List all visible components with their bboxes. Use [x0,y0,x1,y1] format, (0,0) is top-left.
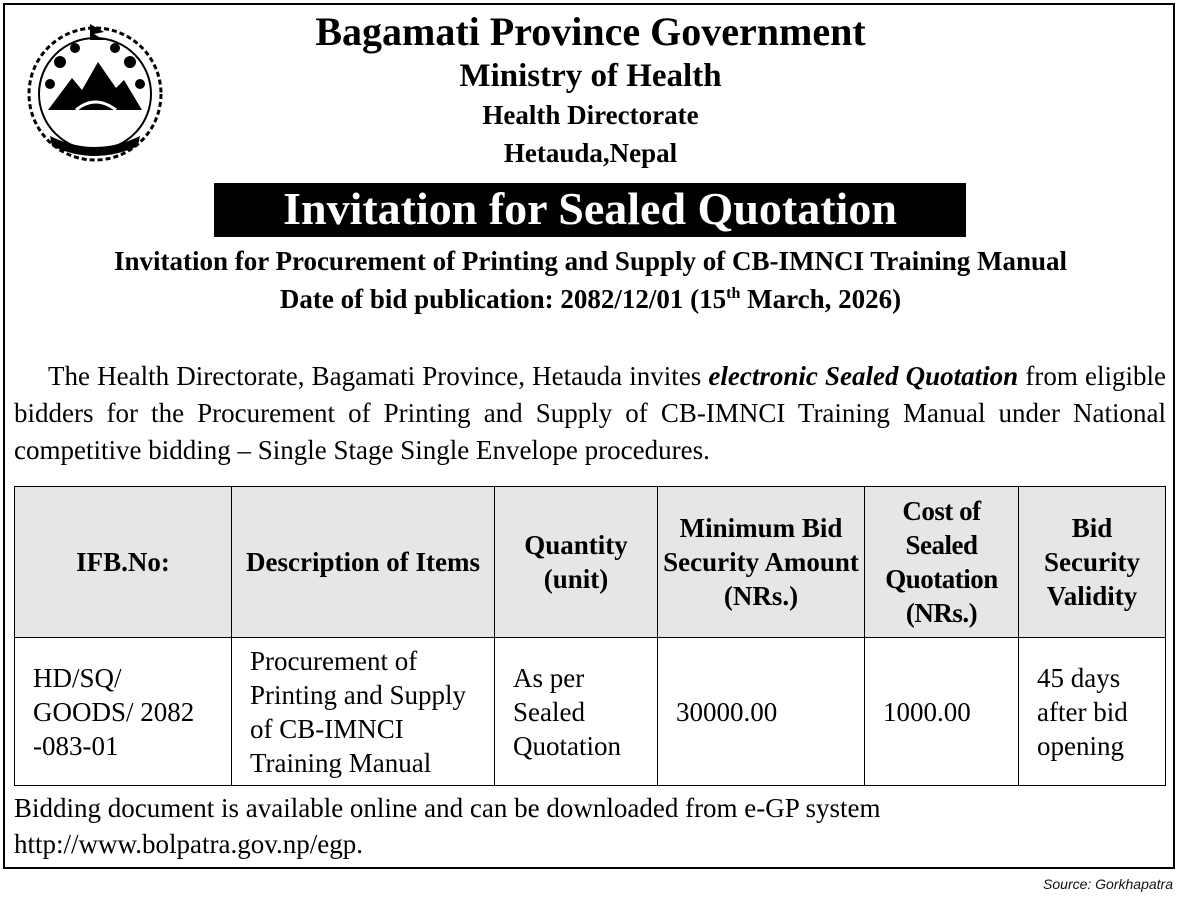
header-validity: Bid Security Validity [1019,487,1166,638]
location-title: Hetauda,Nepal [503,138,678,168]
directorate-title: Health Directorate [482,100,699,130]
procurement-subheading: Invitation for Procurement of Printing and Supply of CB-IMNCI Training Manual [113,246,1068,276]
date-superscript: th [726,285,741,302]
cell-bid-security: 30000.00 [658,638,865,786]
header-quotation-cost: Cost of Sealed Quotation (NRs.) [865,487,1019,638]
cell-quotation-cost: 1000.00 [865,638,1019,786]
date-rest: March, 2026) [740,284,902,314]
egp-link[interactable]: http://www.bolpatra.gov.np/egp. [14,829,363,859]
notice-banner: Invitation for Sealed Quotation [214,183,966,237]
footer-note [14,790,881,862]
body-text-start: The Health Directorate, Bagamati Province, Hetauda invites [48,361,709,391]
quotation-table [14,486,1166,786]
header-ifb-no: IFB.No: [15,487,232,638]
cell-quantity: As per Sealed Quotation [495,638,658,786]
table-header-row [15,487,1166,638]
ministry-title: Ministry of Health [459,58,722,94]
footer-line-1: Bidding document is available online and can be downloaded from e-GP system [14,793,881,823]
header-quantity: Quantity (unit) [495,487,658,638]
body-text-end: from eligible bidders for the Procurement of Printing and Supply of CB-IMNCI Training Manual under National competitive bidding – Single Stage Single Envelope procedures. [14,361,1166,465]
table-row [15,638,1166,786]
source-credit: Source: Gorkhapatra [1043,876,1173,892]
cell-ifb-no: HD/SQ/ GOODS/ 2082 -083-01 [15,638,232,786]
body-paragraph [14,358,1166,469]
date-label: Date of bid publication: 2082/12/01 (15 [279,284,727,314]
header-description: Description of Items [232,487,495,638]
cell-description: Procurement of Printing and Supply of CB-IMNCI Training Manual [232,638,495,786]
header-bid-security: Minimum Bid Security Amount (NRs.) [658,487,865,638]
body-emphasis: electronic Sealed Quotation [708,361,1019,391]
government-title: Bagamati Province Government [315,9,866,54]
cell-validity: 45 days after bid opening [1019,638,1166,786]
publication-date [0,284,1181,315]
